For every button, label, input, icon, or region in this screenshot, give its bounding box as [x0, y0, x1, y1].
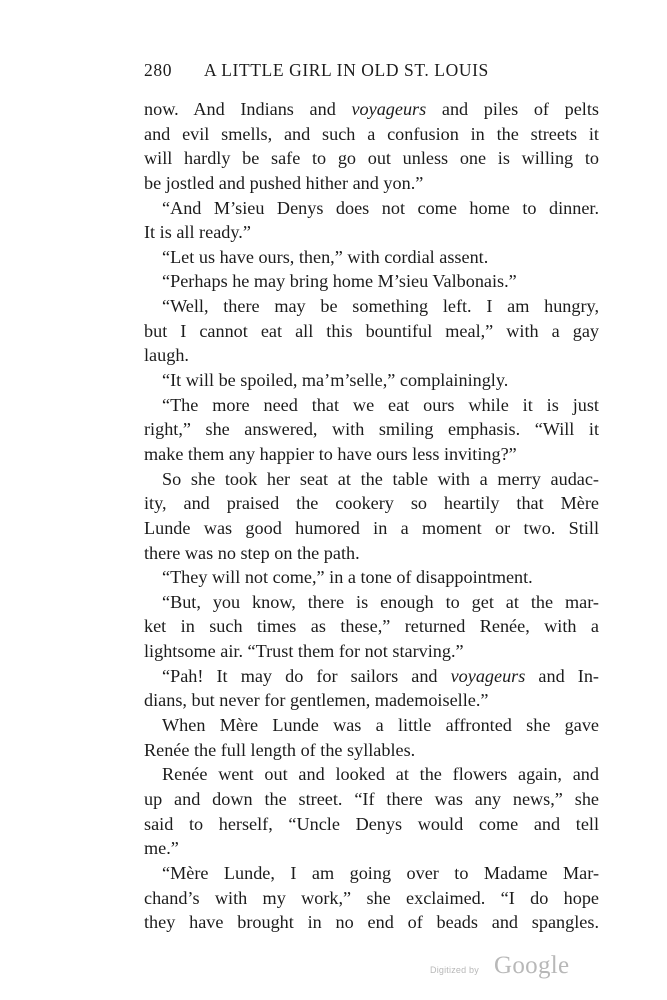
text-line: ity, and praised the cookery so heartily that Mère	[144, 493, 599, 514]
italic-word: voyageurs	[351, 99, 427, 119]
google-logo: Google	[494, 952, 570, 979]
text-line: there was no step on the path.	[144, 542, 360, 563]
text-line: they have brought in no end of beads and spangles.	[144, 912, 599, 933]
text-line: up and down the street. “If there was any news,” she	[144, 788, 599, 809]
text-line: lightsome air. “Trust them for not starving.”	[144, 641, 464, 662]
text-line: right,” she answered, with smiling emphasis. “Will it	[144, 419, 599, 440]
text-line: When Mère Lunde was a little affronted she gave	[162, 715, 599, 736]
text-line: but I cannot eat all this bountiful meal,” with a gay	[144, 320, 599, 341]
text-line: laugh.	[144, 345, 189, 366]
text-line: “Let us have ours, then,” with cordial assent.	[162, 246, 489, 267]
text-line: ket in such times as these,” returned Renée, with a	[144, 616, 599, 637]
text-line: will hardly be safe to go out unless one is willing to	[144, 148, 599, 169]
text-line: me.”	[144, 838, 179, 859]
text-line: “It will be spoiled, ma’m’selle,” complainingly.	[162, 370, 509, 391]
italic-word: voyageurs	[450, 665, 526, 686]
text-line: “Perhaps he may bring home M’sieu Valbonais.”	[162, 271, 517, 292]
text-line: Lunde was good humored in a moment or two. Still	[144, 517, 599, 538]
text-line: now. And Indians and voyageurs and piles of pelts	[144, 99, 599, 119]
text-line: “Mère Lunde, I am going over to Madame Mar-	[162, 862, 599, 883]
google-watermark	[430, 952, 590, 985]
text-line: So she took her seat at the table with a merry audac-	[162, 468, 599, 489]
text-line: Renée went out and looked at the flowers again, and	[162, 764, 599, 785]
page-number: 280	[144, 60, 173, 80]
text-line: said to herself, “Uncle Denys would come and tell	[144, 813, 599, 834]
page-header	[144, 60, 599, 86]
text-line: “The more need that we eat ours while it is just	[162, 394, 599, 415]
running-title: A LITTLE GIRL IN OLD ST. LOUIS	[204, 60, 489, 80]
text-line: “Pah! It may do for sailors and voyageurs and In-	[162, 665, 599, 686]
text-line: make them any happier to have ours less inviting?”	[144, 443, 517, 464]
digitized-label: Digitized by	[430, 965, 479, 975]
text-line: dians, but never for gentlemen, mademoiselle.”	[144, 690, 489, 711]
text-line: “And M’sieu Denys does not come home to dinner.	[162, 197, 599, 218]
body-text	[144, 97, 599, 935]
text-line: “Well, there may be something left. I am hungry,	[162, 296, 599, 317]
text-line: “But, you know, there is enough to get at the mar-	[162, 591, 599, 612]
text-line: It is all ready.”	[144, 222, 251, 243]
text-line: “They will not come,” in a tone of disappointment.	[162, 567, 533, 588]
text-line: be jostled and pushed hither and yon.”	[144, 172, 424, 193]
text-line: Renée the full length of the syllables.	[144, 739, 416, 760]
text-line: chand’s with my work,” she exclaimed. “I do hope	[144, 887, 599, 908]
text-line: and evil smells, and such a confusion in the streets it	[144, 123, 599, 144]
